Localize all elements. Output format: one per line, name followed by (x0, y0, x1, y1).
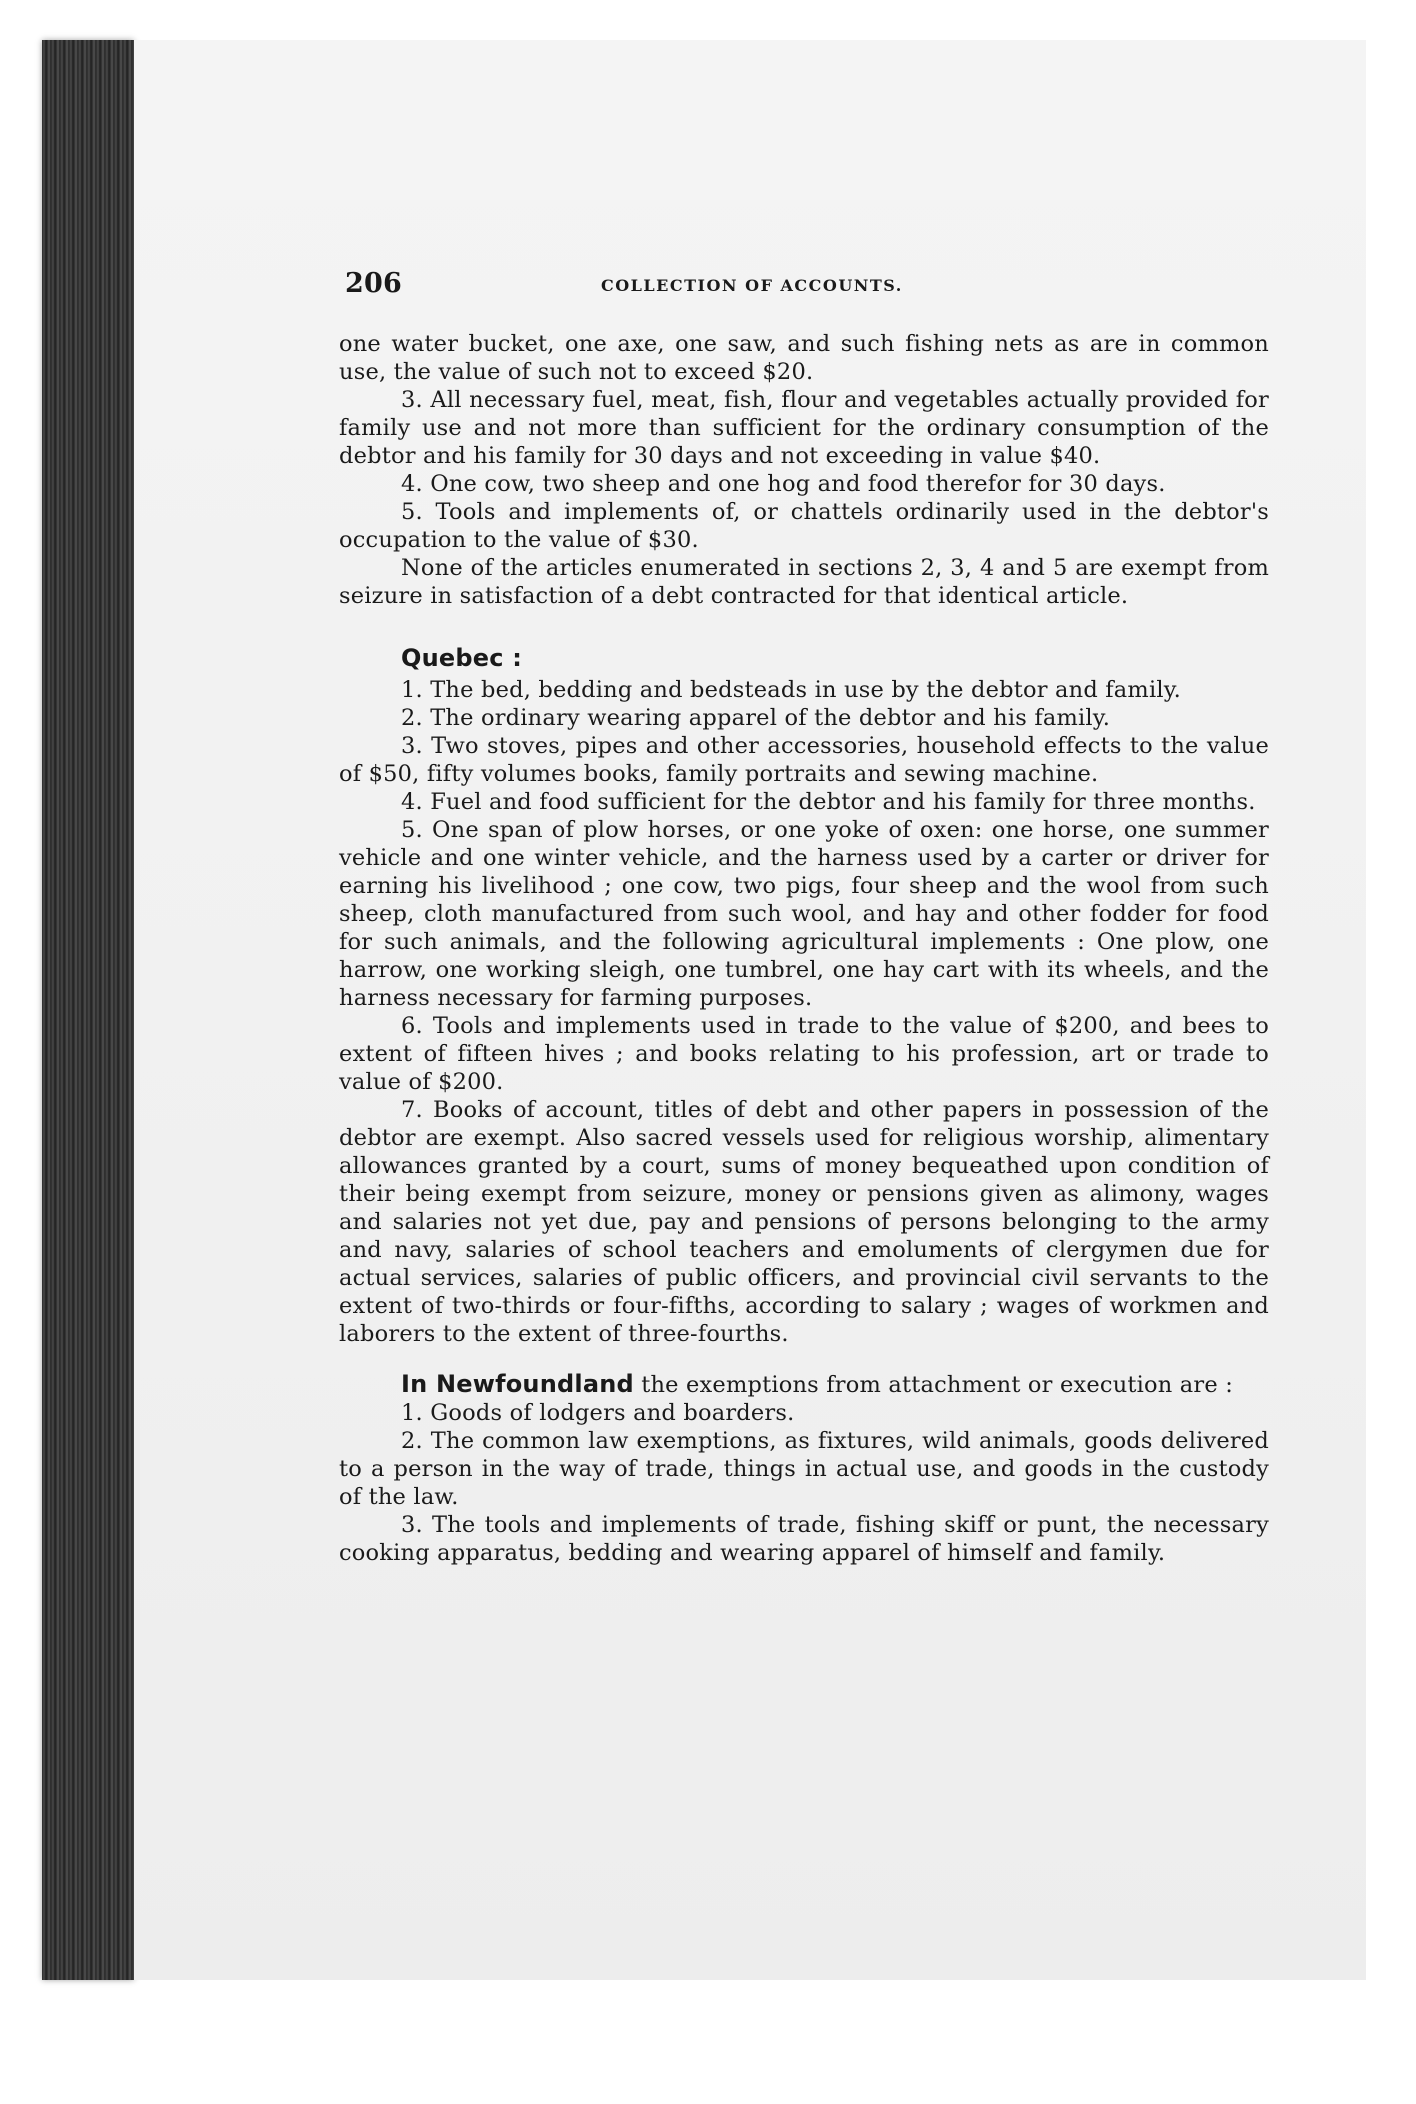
quebec-item-1: 1. The bed, bedding and bedsteads in use by the debtor and family. (401, 677, 1182, 703)
newfoundland-intro-text: the exemptions from attachment or execution are : (633, 1372, 1234, 1398)
quebec-item-5: 5. One span of plow horses, or one yoke of oxen: one horse, one summer vehicle and one winter vehicle, and the harness used by a carter or driver for earning his livelihood ; one cow, two pigs, four sheep and the wool from such sheep, cloth manufactured from such wool, and hay and other fodder for food for such animals, and the following agricultural implements : One plow, one harrow, one working sleigh, one tumbrel, one hay cart with its wheels, and the harness necessary for farming purposes. (339, 817, 1269, 1011)
paragraph-item-3: 3. All necessary fuel, meat, fish, flour and vegetables actually provided for family use and not more than sufficient for the ordinary consumption of the debtor and his family for 30 days and not exceeding in value $40. (339, 387, 1269, 469)
quebec-item-4: 4. Fuel and food sufficient for the debtor and his family for three months. (401, 789, 1256, 815)
quebec-heading: Quebec : (401, 644, 523, 672)
newfoundland-item-3: 3. The tools and implements of trade, fishing skiff or punt, the necessary cooking apparatus, bedding and wearing apparel of himself and family. (339, 1512, 1269, 1566)
page-number: 206 (345, 268, 402, 299)
newfoundland-item-2: 2. The common law exemptions, as fixtures, wild animals, goods delivered to a person in the way of trade, things in actual use, and goods in the custody of the law. (339, 1428, 1269, 1510)
paragraph-item-4: 4. One cow, two sheep and one hog and food therefor for 30 days. (401, 471, 1166, 497)
book-page (134, 40, 1366, 1980)
paragraph-item-5: 5. Tools and implements of, or chattels ordinarily used in the debtor's occupation to the value of $30. (339, 499, 1269, 553)
paragraph-continuation: one water bucket, one axe, one saw, and such fishing nets as are in common use, the value of such not to exceed $20. (339, 331, 1269, 385)
newfoundland-intro (339, 1370, 1269, 1399)
running-header (339, 232, 1404, 299)
newfoundland-heading: In Newfoundland (401, 1370, 634, 1398)
page-content (339, 232, 1404, 1566)
quebec-item-3: 3. Two stoves, pipes and other accessories, household effects to the value of $50, fifty volumes books, family portraits and sewing machine. (339, 733, 1269, 787)
quebec-item-7: 7. Books of account, titles of debt and other papers in possession of the debtor are exempt. Also sacred vessels used for religious worship, alimentary allowances granted by a court, sums of money bequeathed upon condition of their being exempt from seizure, money or pensions given as alimony, wages and salaries not yet due, pay and pensions of persons belonging to the army and navy, salaries of school teachers and emoluments of clergymen due for actual services, salaries of public officers, and provincial civil servants to the extent of two-thirds or four-fifths, according to salary ; wages of workmen and laborers to the extent of three-fourths. (339, 1097, 1269, 1347)
book-page-edges (42, 40, 134, 1980)
paragraph-note: None of the articles enumerated in sections 2, 3, 4 and 5 are exempt from seizure in satisfaction of a debt contracted for that identical article. (339, 555, 1269, 609)
quebec-item-6: 6. Tools and implements used in trade to the value of $200, and bees to extent of fifteen hives ; and books relating to his profession, art or trade to value of $200. (339, 1013, 1269, 1095)
body-text (339, 330, 1269, 1567)
quebec-item-2: 2. The ordinary wearing apparel of the debtor and his family. (401, 705, 1111, 731)
running-title: COLLECTION OF ACCOUNTS. (601, 276, 903, 295)
newfoundland-item-1: 1. Goods of lodgers and boarders. (401, 1400, 795, 1426)
